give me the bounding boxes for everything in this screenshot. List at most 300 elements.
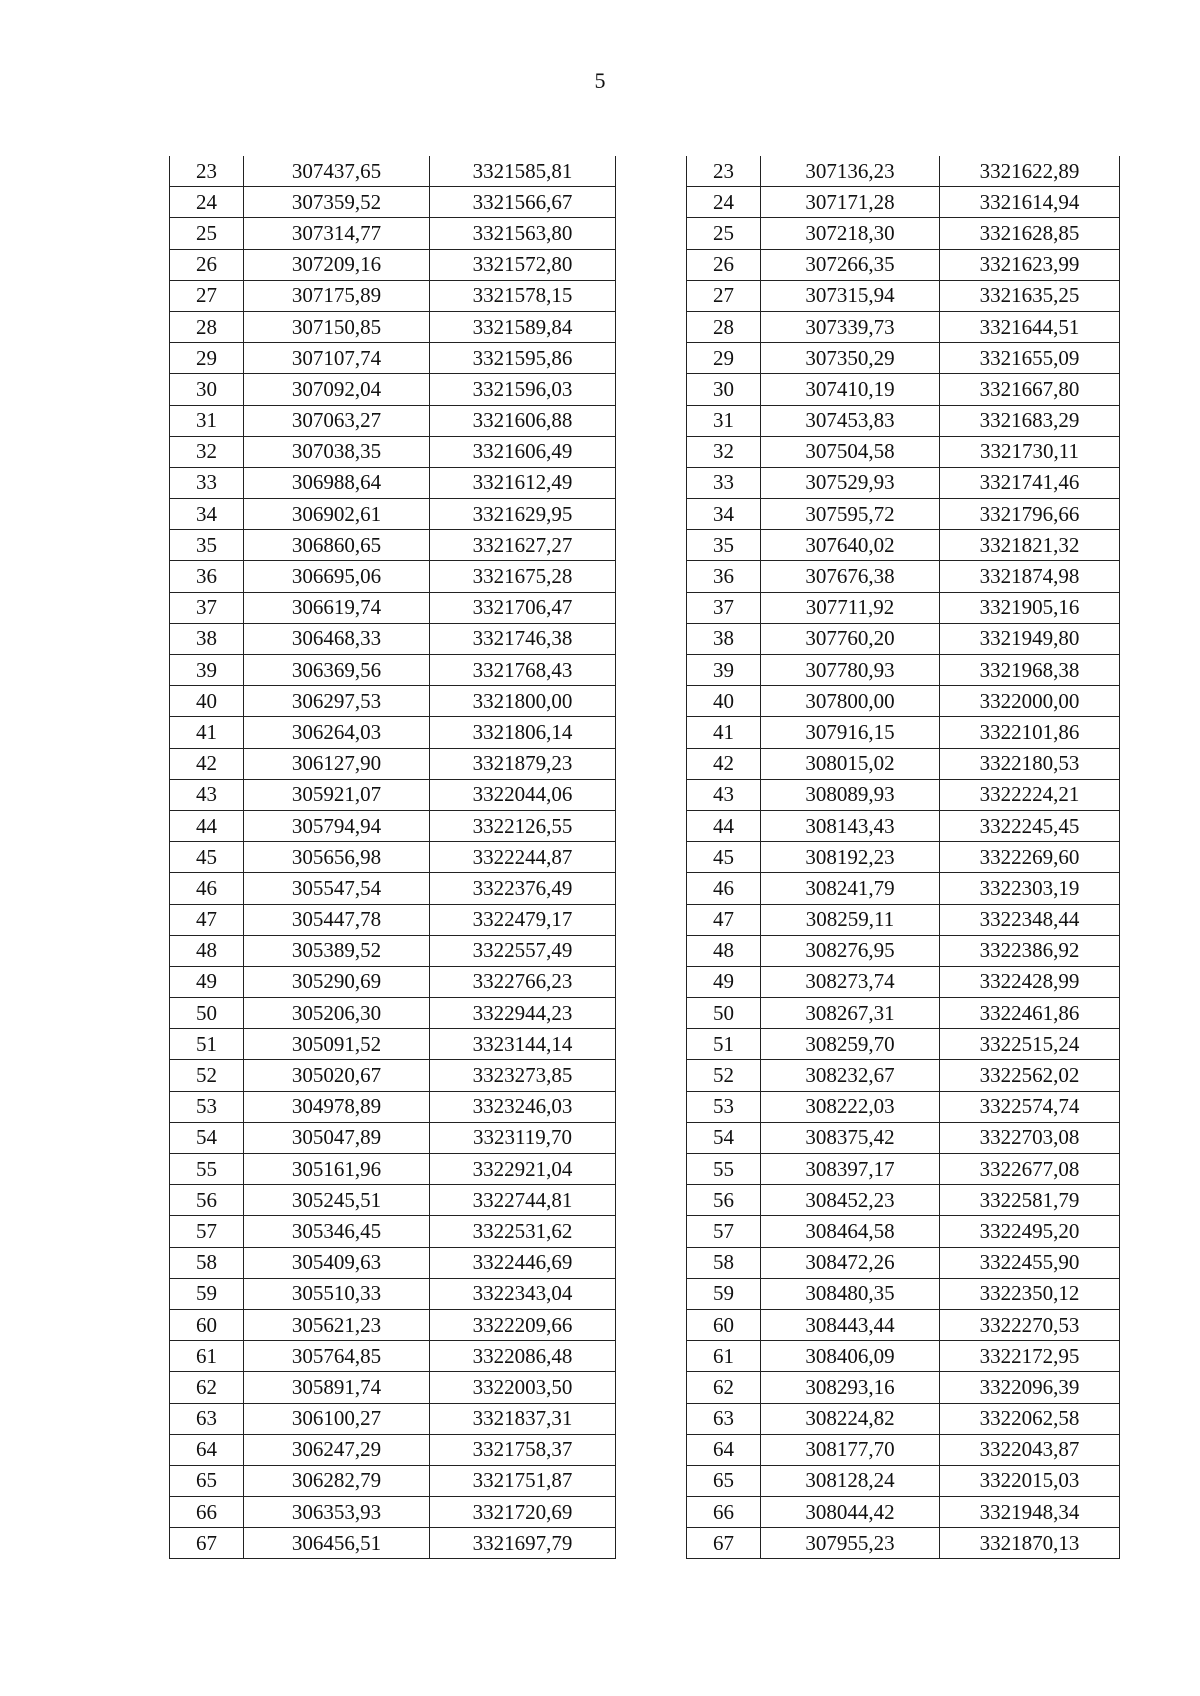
point-number-cell: 48 <box>687 935 761 966</box>
point-number-cell: 66 <box>170 1497 244 1528</box>
point-number-cell: 40 <box>687 686 761 717</box>
y-coordinate-cell: 3321968,38 <box>940 655 1120 686</box>
x-coordinate-cell: 307359,52 <box>244 187 430 218</box>
x-coordinate-cell: 307150,85 <box>244 311 430 342</box>
y-coordinate-cell: 3321905,16 <box>940 592 1120 623</box>
x-coordinate-cell: 308222,03 <box>761 1091 940 1122</box>
y-coordinate-cell: 3322126,55 <box>430 810 616 841</box>
table-row <box>170 655 616 686</box>
table-row <box>170 1154 616 1185</box>
point-number-cell: 37 <box>170 592 244 623</box>
point-number-cell: 38 <box>170 623 244 654</box>
table-row <box>687 1154 1120 1185</box>
point-number-cell: 36 <box>687 561 761 592</box>
y-coordinate-cell: 3323119,70 <box>430 1122 616 1153</box>
point-number-cell: 27 <box>687 280 761 311</box>
table-row <box>170 842 616 873</box>
y-coordinate-cell: 3322303,19 <box>940 873 1120 904</box>
table-row <box>687 1122 1120 1153</box>
y-coordinate-cell: 3321948,34 <box>940 1497 1120 1528</box>
y-coordinate-cell: 3321874,98 <box>940 561 1120 592</box>
point-number-cell: 54 <box>170 1122 244 1153</box>
table-row <box>687 1434 1120 1465</box>
table-row <box>687 1029 1120 1060</box>
x-coordinate-cell: 307063,27 <box>244 405 430 436</box>
table-row <box>170 436 616 467</box>
table-row <box>170 1309 616 1340</box>
y-coordinate-cell: 3321746,38 <box>430 623 616 654</box>
table-row <box>170 1185 616 1216</box>
table-row <box>170 1122 616 1153</box>
point-number-cell: 67 <box>170 1528 244 1559</box>
y-coordinate-cell: 3322180,53 <box>940 748 1120 779</box>
point-number-cell: 64 <box>687 1434 761 1465</box>
x-coordinate-cell: 308015,02 <box>761 748 940 779</box>
table-row <box>170 935 616 966</box>
x-coordinate-cell: 308464,58 <box>761 1216 940 1247</box>
point-number-cell: 54 <box>687 1122 761 1153</box>
point-number-cell: 62 <box>687 1372 761 1403</box>
y-coordinate-cell: 3321628,85 <box>940 218 1120 249</box>
point-number-cell: 60 <box>687 1309 761 1340</box>
y-coordinate-cell: 3322209,66 <box>430 1309 616 1340</box>
y-coordinate-cell: 3322015,03 <box>940 1465 1120 1496</box>
y-coordinate-cell: 3321837,31 <box>430 1403 616 1434</box>
x-coordinate-cell: 307640,02 <box>761 530 940 561</box>
x-coordinate-cell: 305161,96 <box>244 1154 430 1185</box>
point-number-cell: 34 <box>170 499 244 530</box>
x-coordinate-cell: 308267,31 <box>761 998 940 1029</box>
point-number-cell: 38 <box>687 623 761 654</box>
point-number-cell: 31 <box>687 405 761 436</box>
x-coordinate-cell: 308293,16 <box>761 1372 940 1403</box>
table-row <box>170 779 616 810</box>
table-row <box>687 592 1120 623</box>
table-row <box>687 561 1120 592</box>
table-row <box>170 1434 616 1465</box>
x-coordinate-cell: 307595,72 <box>761 499 940 530</box>
y-coordinate-cell: 3321667,80 <box>940 374 1120 405</box>
x-coordinate-cell: 306369,56 <box>244 655 430 686</box>
x-coordinate-cell: 307800,00 <box>761 686 940 717</box>
table-row <box>687 1060 1120 1091</box>
point-number-cell: 39 <box>687 655 761 686</box>
point-number-cell: 59 <box>687 1278 761 1309</box>
x-coordinate-cell: 305621,23 <box>244 1309 430 1340</box>
point-number-cell: 42 <box>687 748 761 779</box>
x-coordinate-cell: 307266,35 <box>761 249 940 280</box>
point-number-cell: 33 <box>687 467 761 498</box>
point-number-cell: 47 <box>687 904 761 935</box>
x-coordinate-cell: 308232,67 <box>761 1060 940 1091</box>
x-coordinate-cell: 306353,93 <box>244 1497 430 1528</box>
table-row <box>170 1465 616 1496</box>
table-row <box>170 966 616 997</box>
point-number-cell: 65 <box>170 1465 244 1496</box>
x-coordinate-cell: 307107,74 <box>244 343 430 374</box>
point-number-cell: 52 <box>170 1060 244 1091</box>
y-coordinate-cell: 3322270,53 <box>940 1309 1120 1340</box>
y-coordinate-cell: 3321635,25 <box>940 280 1120 311</box>
table-row <box>687 280 1120 311</box>
y-coordinate-cell: 3323144,14 <box>430 1029 616 1060</box>
x-coordinate-cell: 305891,74 <box>244 1372 430 1403</box>
x-coordinate-cell: 307209,16 <box>244 249 430 280</box>
y-coordinate-cell: 3322581,79 <box>940 1185 1120 1216</box>
x-coordinate-cell: 308276,95 <box>761 935 940 966</box>
table-row <box>170 1278 616 1309</box>
y-coordinate-cell: 3322495,20 <box>940 1216 1120 1247</box>
y-coordinate-cell: 3321870,13 <box>940 1528 1120 1559</box>
x-coordinate-cell: 306247,29 <box>244 1434 430 1465</box>
x-coordinate-cell: 307504,58 <box>761 436 940 467</box>
point-number-cell: 28 <box>170 311 244 342</box>
table-row <box>687 810 1120 841</box>
point-number-cell: 27 <box>170 280 244 311</box>
table-row <box>170 343 616 374</box>
y-coordinate-cell: 3322386,92 <box>940 935 1120 966</box>
table-row <box>170 748 616 779</box>
x-coordinate-cell: 306297,53 <box>244 686 430 717</box>
coordinates-table-left <box>169 156 616 1559</box>
point-number-cell: 63 <box>170 1403 244 1434</box>
point-number-cell: 37 <box>687 592 761 623</box>
x-coordinate-cell: 308259,70 <box>761 1029 940 1060</box>
table-row <box>687 1372 1120 1403</box>
x-coordinate-cell: 305206,30 <box>244 998 430 1029</box>
point-number-cell: 35 <box>170 530 244 561</box>
point-number-cell: 45 <box>687 842 761 873</box>
point-number-cell: 58 <box>170 1247 244 1278</box>
point-number-cell: 41 <box>687 717 761 748</box>
x-coordinate-cell: 308443,44 <box>761 1309 940 1340</box>
x-coordinate-cell: 304978,89 <box>244 1091 430 1122</box>
table-row <box>170 810 616 841</box>
table-row <box>170 187 616 218</box>
x-coordinate-cell: 307092,04 <box>244 374 430 405</box>
table-row <box>170 499 616 530</box>
x-coordinate-cell: 306127,90 <box>244 748 430 779</box>
x-coordinate-cell: 308452,23 <box>761 1185 940 1216</box>
point-number-cell: 51 <box>170 1029 244 1060</box>
table-row <box>170 1247 616 1278</box>
table-row <box>170 623 616 654</box>
point-number-cell: 56 <box>170 1185 244 1216</box>
point-number-cell: 52 <box>687 1060 761 1091</box>
y-coordinate-cell: 3322376,49 <box>430 873 616 904</box>
x-coordinate-cell: 305921,07 <box>244 779 430 810</box>
y-coordinate-cell: 3321806,14 <box>430 717 616 748</box>
x-coordinate-cell: 308089,93 <box>761 779 940 810</box>
x-coordinate-cell: 307339,73 <box>761 311 940 342</box>
y-coordinate-cell: 3322350,12 <box>940 1278 1120 1309</box>
point-number-cell: 32 <box>170 436 244 467</box>
x-coordinate-cell: 305245,51 <box>244 1185 430 1216</box>
y-coordinate-cell: 3321821,32 <box>940 530 1120 561</box>
y-coordinate-cell: 3322000,00 <box>940 686 1120 717</box>
point-number-cell: 58 <box>687 1247 761 1278</box>
point-number-cell: 51 <box>687 1029 761 1060</box>
point-number-cell: 34 <box>687 499 761 530</box>
table-row <box>170 717 616 748</box>
point-number-cell: 24 <box>170 187 244 218</box>
x-coordinate-cell: 306988,64 <box>244 467 430 498</box>
x-coordinate-cell: 308224,82 <box>761 1403 940 1434</box>
table-row <box>170 1403 616 1434</box>
point-number-cell: 66 <box>687 1497 761 1528</box>
x-coordinate-cell: 305346,45 <box>244 1216 430 1247</box>
x-coordinate-cell: 307437,65 <box>244 156 430 187</box>
y-coordinate-cell: 3322043,87 <box>940 1434 1120 1465</box>
table-row <box>687 374 1120 405</box>
table-row <box>687 1528 1120 1559</box>
y-coordinate-cell: 3322677,08 <box>940 1154 1120 1185</box>
y-coordinate-cell: 3321751,87 <box>430 1465 616 1496</box>
x-coordinate-cell: 307780,93 <box>761 655 940 686</box>
table-row <box>687 1465 1120 1496</box>
point-number-cell: 50 <box>687 998 761 1029</box>
point-number-cell: 26 <box>687 249 761 280</box>
table-row <box>687 842 1120 873</box>
x-coordinate-cell: 306264,03 <box>244 717 430 748</box>
table-row <box>170 904 616 935</box>
point-number-cell: 53 <box>170 1091 244 1122</box>
table-row <box>170 374 616 405</box>
x-coordinate-cell: 307218,30 <box>761 218 940 249</box>
point-number-cell: 45 <box>170 842 244 873</box>
x-coordinate-cell: 305656,98 <box>244 842 430 873</box>
x-coordinate-cell: 307453,83 <box>761 405 940 436</box>
x-coordinate-cell: 308259,11 <box>761 904 940 935</box>
y-coordinate-cell: 3321949,80 <box>940 623 1120 654</box>
y-coordinate-cell: 3321644,51 <box>940 311 1120 342</box>
y-coordinate-cell: 3321606,49 <box>430 436 616 467</box>
point-number-cell: 49 <box>687 966 761 997</box>
x-coordinate-cell: 307410,19 <box>761 374 940 405</box>
y-coordinate-cell: 3322101,86 <box>940 717 1120 748</box>
x-coordinate-cell: 308143,43 <box>761 810 940 841</box>
y-coordinate-cell: 3322455,90 <box>940 1247 1120 1278</box>
point-number-cell: 53 <box>687 1091 761 1122</box>
table-row <box>170 280 616 311</box>
table-row <box>687 249 1120 280</box>
y-coordinate-cell: 3322343,04 <box>430 1278 616 1309</box>
point-number-cell: 28 <box>687 311 761 342</box>
table-row <box>170 1528 616 1559</box>
x-coordinate-cell: 305764,85 <box>244 1341 430 1372</box>
point-number-cell: 36 <box>170 561 244 592</box>
x-coordinate-cell: 307529,93 <box>761 467 940 498</box>
table-row <box>687 405 1120 436</box>
point-number-cell: 49 <box>170 966 244 997</box>
point-number-cell: 31 <box>170 405 244 436</box>
page-number: 5 <box>594 68 606 93</box>
table-row <box>170 873 616 904</box>
x-coordinate-cell: 306468,33 <box>244 623 430 654</box>
x-coordinate-cell: 308192,23 <box>761 842 940 873</box>
y-coordinate-cell: 3321768,43 <box>430 655 616 686</box>
y-coordinate-cell: 3321623,99 <box>940 249 1120 280</box>
table-row <box>687 1247 1120 1278</box>
point-number-cell: 42 <box>170 748 244 779</box>
y-coordinate-cell: 3322944,23 <box>430 998 616 1029</box>
x-coordinate-cell: 308397,17 <box>761 1154 940 1185</box>
x-coordinate-cell: 308472,26 <box>761 1247 940 1278</box>
y-coordinate-cell: 3321627,27 <box>430 530 616 561</box>
table-row <box>170 1060 616 1091</box>
x-coordinate-cell: 305794,94 <box>244 810 430 841</box>
table-row <box>170 218 616 249</box>
x-coordinate-cell: 305290,69 <box>244 966 430 997</box>
point-number-cell: 46 <box>687 873 761 904</box>
table-row <box>687 1403 1120 1434</box>
point-number-cell: 35 <box>687 530 761 561</box>
table-row <box>687 655 1120 686</box>
point-number-cell: 55 <box>687 1154 761 1185</box>
y-coordinate-cell: 3321606,88 <box>430 405 616 436</box>
x-coordinate-cell: 307038,35 <box>244 436 430 467</box>
table-row <box>687 1497 1120 1528</box>
x-coordinate-cell: 306619,74 <box>244 592 430 623</box>
point-number-cell: 25 <box>687 218 761 249</box>
table-row <box>687 499 1120 530</box>
y-coordinate-cell: 3322428,99 <box>940 966 1120 997</box>
table-row <box>687 1309 1120 1340</box>
y-coordinate-cell: 3321572,80 <box>430 249 616 280</box>
y-coordinate-cell: 3321595,86 <box>430 343 616 374</box>
table-row <box>170 405 616 436</box>
y-coordinate-cell: 3322744,81 <box>430 1185 616 1216</box>
coordinates-table-right <box>686 156 1120 1559</box>
table-row <box>687 779 1120 810</box>
y-coordinate-cell: 3322086,48 <box>430 1341 616 1372</box>
y-coordinate-cell: 3321596,03 <box>430 374 616 405</box>
x-coordinate-cell: 306695,06 <box>244 561 430 592</box>
x-coordinate-cell: 307916,15 <box>761 717 940 748</box>
x-coordinate-cell: 307314,77 <box>244 218 430 249</box>
x-coordinate-cell: 305091,52 <box>244 1029 430 1060</box>
point-number-cell: 40 <box>170 686 244 717</box>
point-number-cell: 59 <box>170 1278 244 1309</box>
x-coordinate-cell: 307350,29 <box>761 343 940 374</box>
table-row <box>687 717 1120 748</box>
y-coordinate-cell: 3321585,81 <box>430 156 616 187</box>
x-coordinate-cell: 305447,78 <box>244 904 430 935</box>
x-coordinate-cell: 305547,54 <box>244 873 430 904</box>
x-coordinate-cell: 308044,42 <box>761 1497 940 1528</box>
y-coordinate-cell: 3321612,49 <box>430 467 616 498</box>
point-number-cell: 30 <box>170 374 244 405</box>
point-number-cell: 39 <box>170 655 244 686</box>
y-coordinate-cell: 3322348,44 <box>940 904 1120 935</box>
table-row <box>170 686 616 717</box>
y-coordinate-cell: 3322557,49 <box>430 935 616 966</box>
y-coordinate-cell: 3322269,60 <box>940 842 1120 873</box>
point-number-cell: 30 <box>687 374 761 405</box>
table-row <box>687 343 1120 374</box>
point-number-cell: 33 <box>170 467 244 498</box>
table-row <box>687 530 1120 561</box>
table-row <box>170 530 616 561</box>
table-row <box>170 561 616 592</box>
point-number-cell: 29 <box>170 343 244 374</box>
point-number-cell: 62 <box>170 1372 244 1403</box>
y-coordinate-cell: 3321800,00 <box>430 686 616 717</box>
point-number-cell: 29 <box>687 343 761 374</box>
point-number-cell: 50 <box>170 998 244 1029</box>
x-coordinate-cell: 308273,74 <box>761 966 940 997</box>
y-coordinate-cell: 3321622,89 <box>940 156 1120 187</box>
x-coordinate-cell: 305409,63 <box>244 1247 430 1278</box>
point-number-cell: 47 <box>170 904 244 935</box>
x-coordinate-cell: 306902,61 <box>244 499 430 530</box>
point-number-cell: 43 <box>170 779 244 810</box>
table-row <box>687 873 1120 904</box>
y-coordinate-cell: 3322479,17 <box>430 904 616 935</box>
y-coordinate-cell: 3322766,23 <box>430 966 616 997</box>
point-number-cell: 63 <box>687 1403 761 1434</box>
table-row <box>170 1091 616 1122</box>
x-coordinate-cell: 308128,24 <box>761 1465 940 1496</box>
table-row <box>687 1185 1120 1216</box>
y-coordinate-cell: 3322096,39 <box>940 1372 1120 1403</box>
y-coordinate-cell: 3322515,24 <box>940 1029 1120 1060</box>
point-number-cell: 26 <box>170 249 244 280</box>
x-coordinate-cell: 305389,52 <box>244 935 430 966</box>
point-number-cell: 48 <box>170 935 244 966</box>
table-row <box>687 998 1120 1029</box>
point-number-cell: 55 <box>170 1154 244 1185</box>
x-coordinate-cell: 307711,92 <box>761 592 940 623</box>
y-coordinate-cell: 3322562,02 <box>940 1060 1120 1091</box>
point-number-cell: 24 <box>687 187 761 218</box>
y-coordinate-cell: 3322244,87 <box>430 842 616 873</box>
table-row <box>687 686 1120 717</box>
point-number-cell: 46 <box>170 873 244 904</box>
table-row <box>170 1216 616 1247</box>
point-number-cell: 43 <box>687 779 761 810</box>
y-coordinate-cell: 3321566,67 <box>430 187 616 218</box>
table-row <box>170 156 616 187</box>
y-coordinate-cell: 3321697,79 <box>430 1528 616 1559</box>
x-coordinate-cell: 307136,23 <box>761 156 940 187</box>
table-row <box>170 1341 616 1372</box>
table-row <box>170 1029 616 1060</box>
y-coordinate-cell: 3321629,95 <box>430 499 616 530</box>
x-coordinate-cell: 306100,27 <box>244 1403 430 1434</box>
y-coordinate-cell: 3321720,69 <box>430 1497 616 1528</box>
x-coordinate-cell: 307760,20 <box>761 623 940 654</box>
point-number-cell: 23 <box>687 156 761 187</box>
y-coordinate-cell: 3321578,15 <box>430 280 616 311</box>
point-number-cell: 61 <box>687 1341 761 1372</box>
y-coordinate-cell: 3323273,85 <box>430 1060 616 1091</box>
x-coordinate-cell: 307171,28 <box>761 187 940 218</box>
y-coordinate-cell: 3321683,29 <box>940 405 1120 436</box>
table-row <box>170 1497 616 1528</box>
table-row <box>687 218 1120 249</box>
table-row <box>687 311 1120 342</box>
y-coordinate-cell: 3321675,28 <box>430 561 616 592</box>
table-row <box>170 467 616 498</box>
table-row <box>687 1216 1120 1247</box>
x-coordinate-cell: 308241,79 <box>761 873 940 904</box>
point-number-cell: 41 <box>170 717 244 748</box>
y-coordinate-cell: 3322172,95 <box>940 1341 1120 1372</box>
x-coordinate-cell: 307315,94 <box>761 280 940 311</box>
y-coordinate-cell: 3322044,06 <box>430 779 616 810</box>
y-coordinate-cell: 3322921,04 <box>430 1154 616 1185</box>
